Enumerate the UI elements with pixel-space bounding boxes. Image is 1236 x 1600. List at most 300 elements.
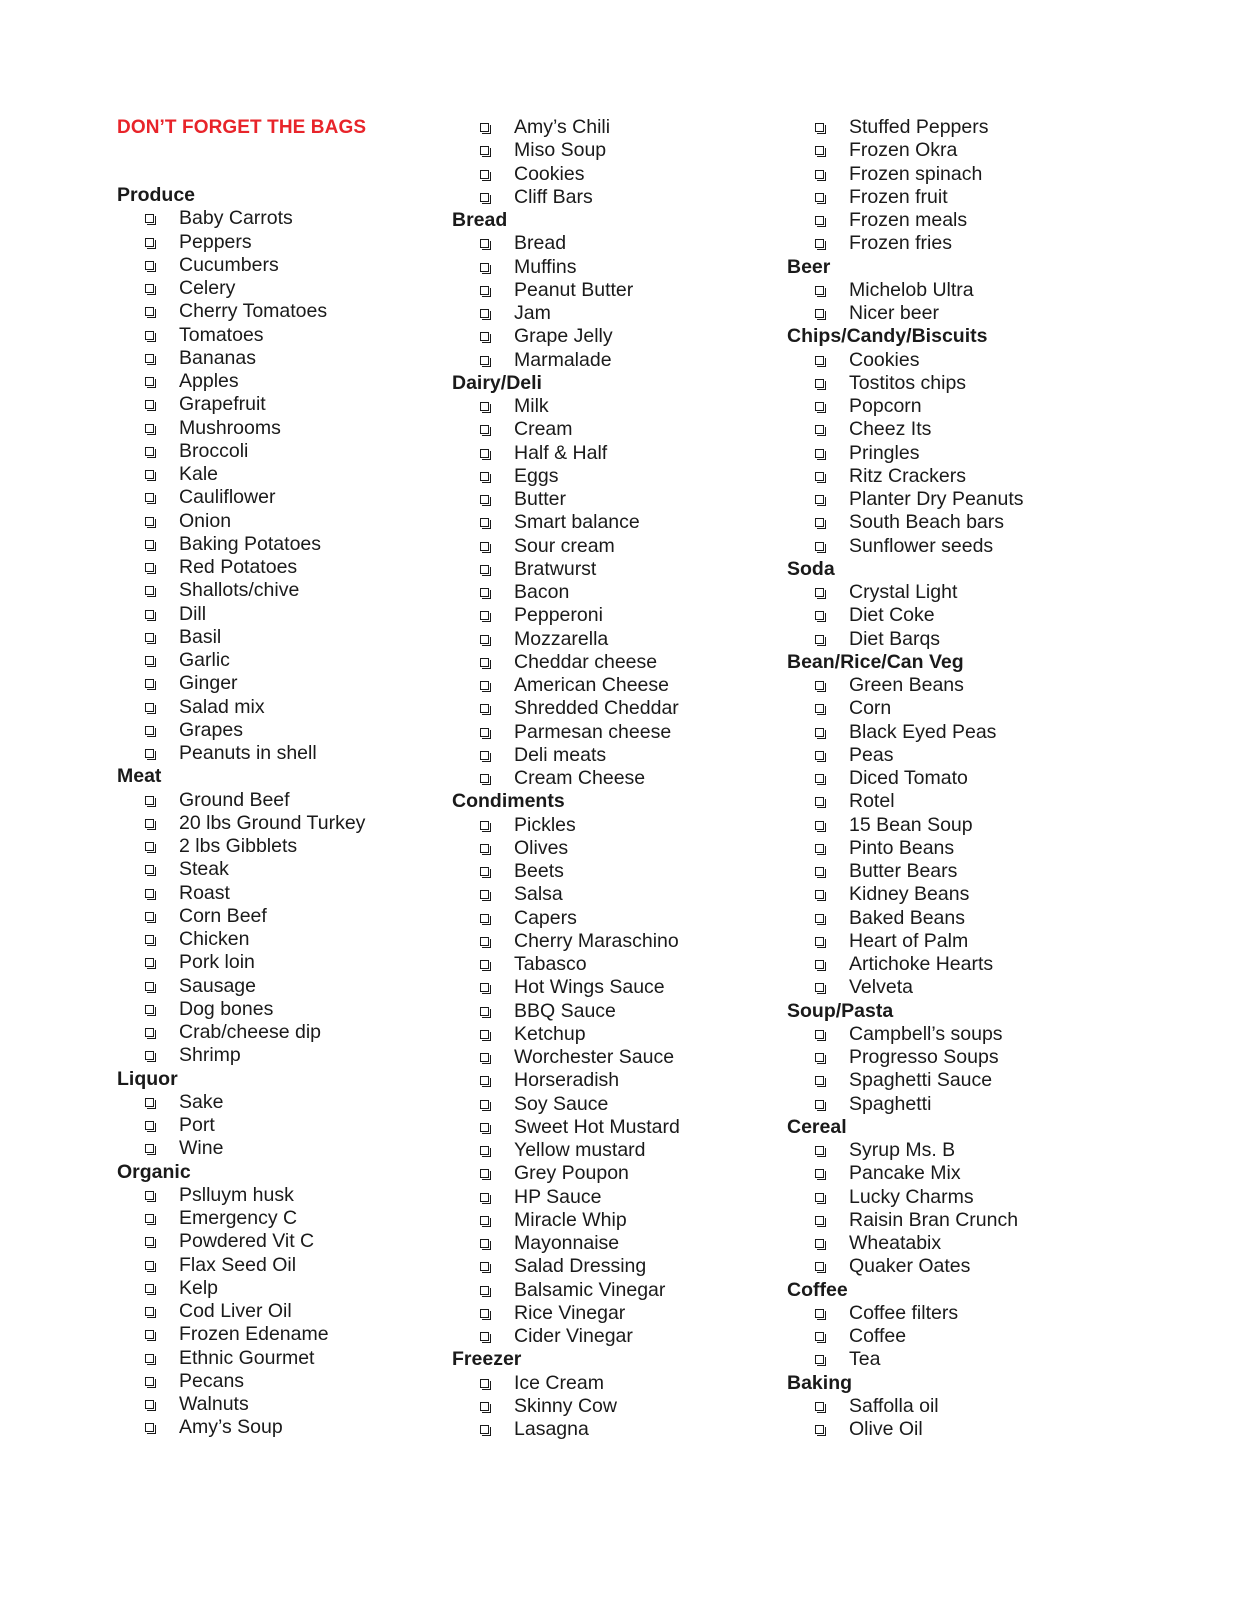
list-item[interactable] <box>117 951 447 974</box>
checkbox-icon[interactable] <box>145 865 154 874</box>
checkbox-icon[interactable] <box>480 588 489 597</box>
checkbox-icon[interactable] <box>145 749 154 758</box>
list-item[interactable] <box>117 696 447 719</box>
list-item[interactable] <box>787 1395 1117 1418</box>
checkbox-icon[interactable] <box>480 821 489 830</box>
list-item[interactable] <box>787 163 1117 186</box>
checkbox-icon[interactable] <box>815 774 824 783</box>
list-item[interactable] <box>787 1069 1117 1092</box>
checkbox-icon[interactable] <box>815 1239 824 1248</box>
list-item[interactable] <box>117 603 447 626</box>
list-item[interactable] <box>787 1255 1117 1278</box>
list-item[interactable] <box>117 626 447 649</box>
checkbox-icon[interactable] <box>815 914 824 923</box>
checkbox-icon[interactable] <box>145 1377 154 1386</box>
list-item[interactable] <box>787 860 1117 883</box>
list-item[interactable] <box>452 1069 782 1092</box>
list-item[interactable] <box>787 953 1117 976</box>
list-item[interactable] <box>787 744 1117 767</box>
checkbox-icon[interactable] <box>145 540 154 549</box>
list-item[interactable] <box>452 697 782 720</box>
list-item[interactable] <box>787 488 1117 511</box>
checkbox-icon[interactable] <box>480 844 489 853</box>
list-item[interactable] <box>787 1093 1117 1116</box>
checkbox-icon[interactable] <box>480 1402 489 1411</box>
list-item[interactable] <box>117 370 447 393</box>
checkbox-icon[interactable] <box>145 1144 154 1153</box>
list-item[interactable] <box>452 418 782 441</box>
checkbox-icon[interactable] <box>815 216 824 225</box>
checkbox-icon[interactable] <box>480 1193 489 1202</box>
checkbox-icon[interactable] <box>145 1400 154 1409</box>
list-item[interactable] <box>787 209 1117 232</box>
list-item[interactable] <box>117 486 447 509</box>
checkbox-icon[interactable] <box>815 1262 824 1271</box>
list-item[interactable] <box>452 139 782 162</box>
checkbox-icon[interactable] <box>480 193 489 202</box>
list-item[interactable] <box>787 697 1117 720</box>
checkbox-icon[interactable] <box>145 1354 154 1363</box>
checkbox-icon[interactable] <box>145 563 154 572</box>
checkbox-icon[interactable] <box>480 286 489 295</box>
list-item[interactable] <box>117 254 447 277</box>
checkbox-icon[interactable] <box>145 400 154 409</box>
list-item[interactable] <box>452 1209 782 1232</box>
checkbox-icon[interactable] <box>815 821 824 830</box>
checkbox-icon[interactable] <box>145 354 154 363</box>
list-item[interactable] <box>787 1302 1117 1325</box>
list-item[interactable] <box>787 1418 1117 1441</box>
checkbox-icon[interactable] <box>815 170 824 179</box>
list-item[interactable] <box>452 163 782 186</box>
checkbox-icon[interactable] <box>480 402 489 411</box>
checkbox-icon[interactable] <box>145 238 154 247</box>
list-item[interactable] <box>452 116 782 139</box>
list-item[interactable] <box>787 1325 1117 1348</box>
list-item[interactable] <box>452 1046 782 1069</box>
list-item[interactable] <box>452 1372 782 1395</box>
checkbox-icon[interactable] <box>145 819 154 828</box>
list-item[interactable] <box>117 1370 447 1393</box>
list-item[interactable] <box>452 535 782 558</box>
list-item[interactable] <box>117 1021 447 1044</box>
checkbox-icon[interactable] <box>480 1076 489 1085</box>
list-item[interactable] <box>452 767 782 790</box>
checkbox-icon[interactable] <box>480 1262 489 1271</box>
list-item[interactable] <box>117 1347 447 1370</box>
checkbox-icon[interactable] <box>815 983 824 992</box>
list-item[interactable] <box>787 604 1117 627</box>
list-item[interactable] <box>787 1139 1117 1162</box>
list-item[interactable] <box>117 393 447 416</box>
checkbox-icon[interactable] <box>480 309 489 318</box>
checkbox-icon[interactable] <box>145 796 154 805</box>
list-item[interactable] <box>452 883 782 906</box>
list-item[interactable] <box>787 186 1117 209</box>
list-item[interactable] <box>117 998 447 1021</box>
list-item[interactable] <box>117 835 447 858</box>
list-item[interactable] <box>117 300 447 323</box>
checkbox-icon[interactable] <box>145 377 154 386</box>
list-item[interactable] <box>452 1116 782 1139</box>
list-item[interactable] <box>787 581 1117 604</box>
checkbox-icon[interactable] <box>145 284 154 293</box>
list-item[interactable] <box>117 207 447 230</box>
checkbox-icon[interactable] <box>145 982 154 991</box>
checkbox-icon[interactable] <box>145 1121 154 1130</box>
checkbox-icon[interactable] <box>815 425 824 434</box>
list-item[interactable] <box>787 395 1117 418</box>
checkbox-icon[interactable] <box>480 332 489 341</box>
list-item[interactable] <box>452 651 782 674</box>
list-item[interactable] <box>117 1254 447 1277</box>
checkbox-icon[interactable] <box>145 307 154 316</box>
checkbox-icon[interactable] <box>145 958 154 967</box>
list-item[interactable] <box>117 579 447 602</box>
checkbox-icon[interactable] <box>480 1332 489 1341</box>
list-item[interactable] <box>117 1207 447 1230</box>
checkbox-icon[interactable] <box>480 774 489 783</box>
list-item[interactable] <box>117 1230 447 1253</box>
list-item[interactable] <box>787 837 1117 860</box>
checkbox-icon[interactable] <box>145 726 154 735</box>
checkbox-icon[interactable] <box>480 983 489 992</box>
checkbox-icon[interactable] <box>480 611 489 620</box>
list-item[interactable] <box>117 882 447 905</box>
list-item[interactable] <box>452 744 782 767</box>
checkbox-icon[interactable] <box>480 1030 489 1039</box>
checkbox-icon[interactable] <box>815 867 824 876</box>
checkbox-icon[interactable] <box>480 356 489 365</box>
list-item[interactable] <box>117 1323 447 1346</box>
checkbox-icon[interactable] <box>480 960 489 969</box>
list-item[interactable] <box>117 1044 447 1067</box>
checkbox-icon[interactable] <box>815 286 824 295</box>
list-item[interactable] <box>452 1279 782 1302</box>
checkbox-icon[interactable] <box>815 239 824 248</box>
list-item[interactable] <box>452 1023 782 1046</box>
checkbox-icon[interactable] <box>145 517 154 526</box>
list-item[interactable] <box>117 1277 447 1300</box>
list-item[interactable] <box>452 302 782 325</box>
list-item[interactable] <box>787 279 1117 302</box>
list-item[interactable] <box>787 465 1117 488</box>
list-item[interactable] <box>117 928 447 951</box>
list-item[interactable] <box>787 139 1117 162</box>
list-item[interactable] <box>787 767 1117 790</box>
checkbox-icon[interactable] <box>145 1214 154 1223</box>
checkbox-icon[interactable] <box>480 658 489 667</box>
checkbox-icon[interactable] <box>480 1425 489 1434</box>
list-item[interactable] <box>117 463 447 486</box>
checkbox-icon[interactable] <box>815 751 824 760</box>
list-item[interactable] <box>452 488 782 511</box>
checkbox-icon[interactable] <box>480 518 489 527</box>
list-item[interactable] <box>787 721 1117 744</box>
checkbox-icon[interactable] <box>480 495 489 504</box>
list-item[interactable] <box>452 558 782 581</box>
list-item[interactable] <box>787 1186 1117 1209</box>
checkbox-icon[interactable] <box>815 1076 824 1085</box>
checkbox-icon[interactable] <box>815 1146 824 1155</box>
list-item[interactable] <box>452 837 782 860</box>
list-item[interactable] <box>452 232 782 255</box>
list-item[interactable] <box>452 860 782 883</box>
checkbox-icon[interactable] <box>815 1309 824 1318</box>
list-item[interactable] <box>117 742 447 765</box>
checkbox-icon[interactable] <box>480 565 489 574</box>
list-item[interactable] <box>117 510 447 533</box>
list-item[interactable] <box>787 1046 1117 1069</box>
checkbox-icon[interactable] <box>815 1193 824 1202</box>
checkbox-icon[interactable] <box>145 656 154 665</box>
list-item[interactable] <box>452 628 782 651</box>
checkbox-icon[interactable] <box>815 1100 824 1109</box>
checkbox-icon[interactable] <box>480 123 489 132</box>
list-item[interactable] <box>787 418 1117 441</box>
list-item[interactable] <box>452 1093 782 1116</box>
checkbox-icon[interactable] <box>145 493 154 502</box>
checkbox-icon[interactable] <box>815 402 824 411</box>
checkbox-icon[interactable] <box>145 1005 154 1014</box>
checkbox-icon[interactable] <box>815 1425 824 1434</box>
checkbox-icon[interactable] <box>815 797 824 806</box>
checkbox-icon[interactable] <box>815 518 824 527</box>
list-item[interactable] <box>117 231 447 254</box>
list-item[interactable] <box>787 976 1117 999</box>
list-item[interactable] <box>117 905 447 928</box>
checkbox-icon[interactable] <box>480 867 489 876</box>
checkbox-icon[interactable] <box>815 1355 824 1364</box>
checkbox-icon[interactable] <box>145 912 154 921</box>
checkbox-icon[interactable] <box>145 1330 154 1339</box>
checkbox-icon[interactable] <box>480 472 489 481</box>
list-item[interactable] <box>452 721 782 744</box>
checkbox-icon[interactable] <box>480 449 489 458</box>
list-item[interactable] <box>452 349 782 372</box>
checkbox-icon[interactable] <box>815 890 824 899</box>
checkbox-icon[interactable] <box>815 1332 824 1341</box>
list-item[interactable] <box>452 279 782 302</box>
list-item[interactable] <box>452 674 782 697</box>
list-item[interactable] <box>787 116 1117 139</box>
list-item[interactable] <box>117 858 447 881</box>
list-item[interactable] <box>117 556 447 579</box>
list-item[interactable] <box>117 975 447 998</box>
list-item[interactable] <box>452 814 782 837</box>
checkbox-icon[interactable] <box>815 146 824 155</box>
checkbox-icon[interactable] <box>815 123 824 132</box>
checkbox-icon[interactable] <box>480 1216 489 1225</box>
checkbox-icon[interactable] <box>145 261 154 270</box>
list-item[interactable] <box>117 812 447 835</box>
list-item[interactable] <box>117 789 447 812</box>
list-item[interactable] <box>452 1232 782 1255</box>
checkbox-icon[interactable] <box>145 1423 154 1432</box>
list-item[interactable] <box>452 581 782 604</box>
list-item[interactable] <box>117 533 447 556</box>
list-item[interactable] <box>117 1393 447 1416</box>
list-item[interactable] <box>452 1395 782 1418</box>
checkbox-icon[interactable] <box>145 633 154 642</box>
checkbox-icon[interactable] <box>480 542 489 551</box>
checkbox-icon[interactable] <box>480 146 489 155</box>
checkbox-icon[interactable] <box>480 1007 489 1016</box>
checkbox-icon[interactable] <box>145 586 154 595</box>
checkbox-icon[interactable] <box>480 1100 489 1109</box>
list-item[interactable] <box>452 1000 782 1023</box>
checkbox-icon[interactable] <box>480 1309 489 1318</box>
list-item[interactable] <box>117 1114 447 1137</box>
list-item[interactable] <box>787 674 1117 697</box>
checkbox-icon[interactable] <box>480 704 489 713</box>
checkbox-icon[interactable] <box>145 842 154 851</box>
list-item[interactable] <box>787 1162 1117 1185</box>
checkbox-icon[interactable] <box>480 1146 489 1155</box>
list-item[interactable] <box>787 1232 1117 1255</box>
list-item[interactable] <box>787 535 1117 558</box>
list-item[interactable] <box>452 1255 782 1278</box>
checkbox-icon[interactable] <box>145 1191 154 1200</box>
list-item[interactable] <box>452 1162 782 1185</box>
checkbox-icon[interactable] <box>815 495 824 504</box>
checkbox-icon[interactable] <box>480 425 489 434</box>
list-item[interactable] <box>452 465 782 488</box>
checkbox-icon[interactable] <box>480 1379 489 1388</box>
list-item[interactable] <box>117 324 447 347</box>
checkbox-icon[interactable] <box>815 937 824 946</box>
list-item[interactable] <box>452 395 782 418</box>
checkbox-icon[interactable] <box>145 424 154 433</box>
list-item[interactable] <box>452 930 782 953</box>
checkbox-icon[interactable] <box>815 449 824 458</box>
list-item[interactable] <box>117 1300 447 1323</box>
list-item[interactable] <box>452 976 782 999</box>
list-item[interactable] <box>787 232 1117 255</box>
list-item[interactable] <box>787 814 1117 837</box>
checkbox-icon[interactable] <box>480 1286 489 1295</box>
list-item[interactable] <box>452 1186 782 1209</box>
checkbox-icon[interactable] <box>815 309 824 318</box>
list-item[interactable] <box>117 1091 447 1114</box>
checkbox-icon[interactable] <box>145 679 154 688</box>
checkbox-icon[interactable] <box>480 1169 489 1178</box>
checkbox-icon[interactable] <box>815 635 824 644</box>
list-item[interactable] <box>787 302 1117 325</box>
checkbox-icon[interactable] <box>815 379 824 388</box>
list-item[interactable] <box>452 1139 782 1162</box>
list-item[interactable] <box>787 442 1117 465</box>
checkbox-icon[interactable] <box>145 1307 154 1316</box>
checkbox-icon[interactable] <box>145 935 154 944</box>
checkbox-icon[interactable] <box>145 331 154 340</box>
checkbox-icon[interactable] <box>815 681 824 690</box>
list-item[interactable] <box>117 417 447 440</box>
list-item[interactable] <box>117 347 447 370</box>
checkbox-icon[interactable] <box>480 681 489 690</box>
list-item[interactable] <box>452 186 782 209</box>
checkbox-icon[interactable] <box>815 542 824 551</box>
list-item[interactable] <box>452 325 782 348</box>
checkbox-icon[interactable] <box>815 1030 824 1039</box>
checkbox-icon[interactable] <box>480 1239 489 1248</box>
list-item[interactable] <box>117 1184 447 1207</box>
checkbox-icon[interactable] <box>145 1028 154 1037</box>
list-item[interactable] <box>117 277 447 300</box>
checkbox-icon[interactable] <box>815 1402 824 1411</box>
checkbox-icon[interactable] <box>145 1098 154 1107</box>
checkbox-icon[interactable] <box>145 470 154 479</box>
list-item[interactable] <box>452 256 782 279</box>
checkbox-icon[interactable] <box>480 890 489 899</box>
list-item[interactable] <box>452 604 782 627</box>
checkbox-icon[interactable] <box>815 844 824 853</box>
checkbox-icon[interactable] <box>145 889 154 898</box>
checkbox-icon[interactable] <box>815 588 824 597</box>
checkbox-icon[interactable] <box>145 447 154 456</box>
checkbox-icon[interactable] <box>480 937 489 946</box>
checkbox-icon[interactable] <box>480 914 489 923</box>
checkbox-icon[interactable] <box>145 1237 154 1246</box>
list-item[interactable] <box>787 511 1117 534</box>
list-item[interactable] <box>452 1302 782 1325</box>
list-item[interactable] <box>117 672 447 695</box>
checkbox-icon[interactable] <box>145 1051 154 1060</box>
checkbox-icon[interactable] <box>815 193 824 202</box>
list-item[interactable] <box>117 719 447 742</box>
checkbox-icon[interactable] <box>145 610 154 619</box>
list-item[interactable] <box>787 1209 1117 1232</box>
list-item[interactable] <box>117 649 447 672</box>
checkbox-icon[interactable] <box>815 1053 824 1062</box>
checkbox-icon[interactable] <box>145 703 154 712</box>
checkbox-icon[interactable] <box>480 263 489 272</box>
checkbox-icon[interactable] <box>815 728 824 737</box>
checkbox-icon[interactable] <box>815 704 824 713</box>
list-item[interactable] <box>117 1137 447 1160</box>
list-item[interactable] <box>452 511 782 534</box>
list-item[interactable] <box>787 883 1117 906</box>
list-item[interactable] <box>787 349 1117 372</box>
checkbox-icon[interactable] <box>480 170 489 179</box>
checkbox-icon[interactable] <box>480 1053 489 1062</box>
list-item[interactable] <box>787 930 1117 953</box>
list-item[interactable] <box>117 1416 447 1439</box>
checkbox-icon[interactable] <box>145 1284 154 1293</box>
checkbox-icon[interactable] <box>815 1216 824 1225</box>
checkbox-icon[interactable] <box>480 635 489 644</box>
list-item[interactable] <box>452 1418 782 1441</box>
list-item[interactable] <box>787 628 1117 651</box>
list-item[interactable] <box>452 953 782 976</box>
checkbox-icon[interactable] <box>480 728 489 737</box>
list-item[interactable] <box>787 790 1117 813</box>
checkbox-icon[interactable] <box>145 1261 154 1270</box>
checkbox-icon[interactable] <box>815 960 824 969</box>
list-item[interactable] <box>787 372 1117 395</box>
checkbox-icon[interactable] <box>480 751 489 760</box>
list-item[interactable] <box>787 1023 1117 1046</box>
checkbox-icon[interactable] <box>480 239 489 248</box>
list-item[interactable] <box>117 440 447 463</box>
list-item[interactable] <box>787 1348 1117 1371</box>
checkbox-icon[interactable] <box>815 611 824 620</box>
list-item[interactable] <box>452 907 782 930</box>
list-item[interactable] <box>452 442 782 465</box>
checkbox-icon[interactable] <box>815 356 824 365</box>
list-item[interactable] <box>452 1325 782 1348</box>
checkbox-icon[interactable] <box>815 472 824 481</box>
